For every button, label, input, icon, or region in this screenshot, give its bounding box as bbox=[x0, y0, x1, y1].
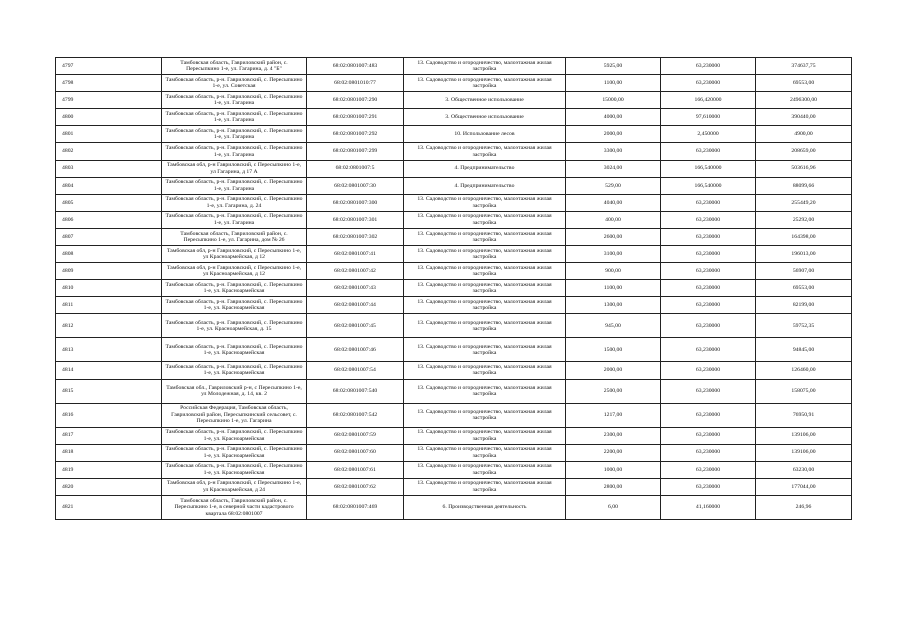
cadastral-number-cell: 68:02:0801007:540 bbox=[307, 379, 404, 403]
table-row bbox=[56, 362, 852, 379]
land-use-cell: 3. Общественное использование bbox=[404, 109, 566, 126]
address-cell: Тамбовская обл., Гавриловский р-н, с Пересыпкино 1-е, ул Молодежная, д. 14, кв. 2 bbox=[162, 379, 307, 403]
land-use-cell: 13. Садоводство и огородничество, малоэтажная жилая застройка bbox=[404, 297, 566, 314]
address-cell: Тамбовская область, р-н. Гавриловский, с. Пересыпкино 1-е, ул. Красноармейская bbox=[162, 427, 307, 444]
rate-cell: 63,230000 bbox=[661, 427, 756, 444]
value-cell: 255449,20 bbox=[756, 194, 852, 211]
area-cell: 1000,00 bbox=[566, 461, 661, 478]
area-cell: 1217,00 bbox=[566, 403, 661, 427]
value-cell: 2496300,00 bbox=[756, 92, 852, 109]
row-number: 4816 bbox=[56, 403, 162, 427]
value-cell: 4900,00 bbox=[756, 126, 852, 143]
cadastral-number-cell: 68:02:0801010:77 bbox=[307, 75, 404, 92]
area-cell: 6,00 bbox=[566, 495, 661, 519]
table-row bbox=[56, 92, 852, 109]
row-number: 4806 bbox=[56, 211, 162, 228]
table-row bbox=[56, 143, 852, 160]
value-cell: 139106,00 bbox=[756, 444, 852, 461]
table-row bbox=[56, 228, 852, 245]
cadastral-number-cell: 68:02:0801007:291 bbox=[307, 109, 404, 126]
land-use-cell: 13. Садоводство и огородничество, малоэтажная жилая застройка bbox=[404, 461, 566, 478]
address-cell: Тамбовская область, Гавриловский район, с. Пересыпкино 1-е, ул. Гагарина, дом № 26 bbox=[162, 228, 307, 245]
table-row bbox=[56, 314, 852, 338]
land-use-cell: 6. Производственная деятельность bbox=[404, 495, 566, 519]
rate-cell: 166,420000 bbox=[661, 92, 756, 109]
value-cell: 177044,00 bbox=[756, 478, 852, 495]
cadastral-number-cell: 68:02:0801007:59 bbox=[307, 427, 404, 444]
area-cell: 400,00 bbox=[566, 211, 661, 228]
table-row bbox=[56, 263, 852, 280]
area-cell: 2500,00 bbox=[566, 379, 661, 403]
rate-cell: 63,230000 bbox=[661, 143, 756, 160]
area-cell: 2300,00 bbox=[566, 427, 661, 444]
value-cell: 76950,91 bbox=[756, 403, 852, 427]
table-row bbox=[56, 280, 852, 297]
row-number: 4807 bbox=[56, 228, 162, 245]
area-cell: 529,00 bbox=[566, 177, 661, 194]
area-cell: 15000,00 bbox=[566, 92, 661, 109]
cadastral-number-cell: 68:02:0801007:54 bbox=[307, 362, 404, 379]
area-cell: 945,00 bbox=[566, 314, 661, 338]
value-cell: 82199,00 bbox=[756, 297, 852, 314]
rate-cell: 63,230000 bbox=[661, 211, 756, 228]
address-cell: Тамбовская область, р-н. Гавриловский, с. Пересыпкино 1-е, ул. Красноармейская bbox=[162, 444, 307, 461]
address-cell: Тамбовская обл, р-н Гавриловский, с Пересыпкино 1-е, ул Красноармейская, д 12 bbox=[162, 263, 307, 280]
value-cell: 164398,00 bbox=[756, 228, 852, 245]
value-cell: 374637,75 bbox=[756, 58, 852, 75]
area-cell: 1300,00 bbox=[566, 297, 661, 314]
cadastral-number-cell: 68:02:0801007:292 bbox=[307, 126, 404, 143]
area-cell: 4000,00 bbox=[566, 109, 661, 126]
rate-cell: 63,230000 bbox=[661, 297, 756, 314]
area-cell: 5925,00 bbox=[566, 58, 661, 75]
address-cell: Тамбовская область, р-н. Гавриловский, с. Пересыпкино 1-е, ул. Красноармейская bbox=[162, 280, 307, 297]
row-number: 4810 bbox=[56, 280, 162, 297]
row-number: 4799 bbox=[56, 92, 162, 109]
cadastral-number-cell: 68:02:0801007:300 bbox=[307, 194, 404, 211]
address-cell: Тамбовская область, р-н. Гавриловский, с. Пересыпкино 1-е, ул. Гагарина bbox=[162, 143, 307, 160]
table-row bbox=[56, 246, 852, 263]
land-use-cell: 4. Предпринимательство bbox=[404, 160, 566, 177]
table-row bbox=[56, 194, 852, 211]
value-cell: 246,96 bbox=[756, 495, 852, 519]
cadastral-number-cell: 68:02:0801007:483 bbox=[307, 58, 404, 75]
row-number: 4800 bbox=[56, 109, 162, 126]
row-number: 4805 bbox=[56, 194, 162, 211]
land-use-cell: 13. Садоводство и огородничество, малоэтажная жилая застройка bbox=[404, 75, 566, 92]
area-cell: 1500,00 bbox=[566, 338, 661, 362]
rate-cell: 63,230000 bbox=[661, 444, 756, 461]
table-row bbox=[56, 338, 852, 362]
cadastral-number-cell: 68:02:0801007:30 bbox=[307, 177, 404, 194]
land-use-cell: 4. Предпринимательство bbox=[404, 177, 566, 194]
value-cell: 94845,00 bbox=[756, 338, 852, 362]
value-cell: 196013,00 bbox=[756, 246, 852, 263]
row-number: 4802 bbox=[56, 143, 162, 160]
rate-cell: 166,540000 bbox=[661, 160, 756, 177]
rate-cell: 63,230000 bbox=[661, 280, 756, 297]
table-row bbox=[56, 379, 852, 403]
cadastral-number-cell: 68:02:0801007:5 bbox=[307, 160, 404, 177]
table-row bbox=[56, 126, 852, 143]
land-use-cell: 13. Садоводство и огородничество, малоэтажная жилая застройка bbox=[404, 246, 566, 263]
address-cell: Тамбовская обл, р-н Гавриловский, с Пересыпкино 1-е, ул Красноармейская, д 12 bbox=[162, 246, 307, 263]
table-row bbox=[56, 211, 852, 228]
row-number: 4812 bbox=[56, 314, 162, 338]
area-cell: 2200,00 bbox=[566, 444, 661, 461]
land-plots-table bbox=[55, 57, 852, 520]
row-number: 4818 bbox=[56, 444, 162, 461]
rate-cell: 63,230000 bbox=[661, 263, 756, 280]
row-number: 4815 bbox=[56, 379, 162, 403]
address-cell: Тамбовская область, Гавриловский район, с. Пересыпкино 1-е, в северной части кадастрового квартала 68:02:0801007 bbox=[162, 495, 307, 519]
area-cell: 3100,00 bbox=[566, 246, 661, 263]
land-use-cell: 13. Садоводство и огородничество, малоэтажная жилая застройка bbox=[404, 314, 566, 338]
land-use-cell: 13. Садоводство и огородничество, малоэтажная жилая застройка bbox=[404, 58, 566, 75]
row-number: 4820 bbox=[56, 478, 162, 495]
cadastral-number-cell: 68:02:0801007:60 bbox=[307, 444, 404, 461]
rate-cell: 63,230000 bbox=[661, 461, 756, 478]
address-cell: Тамбовская обл, р-н Гавриловский, с Пересыпкино 1-е, ул Гагарина, д 17 А bbox=[162, 160, 307, 177]
table-row bbox=[56, 160, 852, 177]
row-number: 4801 bbox=[56, 126, 162, 143]
address-cell: Тамбовская область, р-н. Гавриловский, с. Пересыпкино 1-е, ул. Красноармейская bbox=[162, 338, 307, 362]
address-cell: Тамбовская область, р-н. Гавриловский, с. Пересыпкино 1-е, ул. Гагарина bbox=[162, 126, 307, 143]
area-cell: 3024,00 bbox=[566, 160, 661, 177]
land-use-cell: 13. Садоводство и огородничество, малоэтажная жилая застройка bbox=[404, 478, 566, 495]
row-number: 4808 bbox=[56, 246, 162, 263]
value-cell: 69553,00 bbox=[756, 280, 852, 297]
land-use-cell: 13. Садоводство и огородничество, малоэтажная жилая застройка bbox=[404, 194, 566, 211]
address-cell: Тамбовская область, р-н. Гавриловский, с. Пересыпкино 1-е, ул. Советская bbox=[162, 75, 307, 92]
cadastral-number-cell: 68:02:0801007:469 bbox=[307, 495, 404, 519]
land-use-cell: 13. Садоводство и огородничество, малоэтажная жилая застройка bbox=[404, 228, 566, 245]
table-row bbox=[56, 495, 852, 519]
address-cell: Тамбовская область, р-н. Гавриловский, с. Пересыпкино 1-е, ул. Красноармейская bbox=[162, 461, 307, 478]
value-cell: 88099,66 bbox=[756, 177, 852, 194]
value-cell: 139106,00 bbox=[756, 427, 852, 444]
value-cell: 25292,00 bbox=[756, 211, 852, 228]
rate-cell: 63,230000 bbox=[661, 403, 756, 427]
cadastral-number-cell: 68:02:0801007:290 bbox=[307, 92, 404, 109]
value-cell: 69553,00 bbox=[756, 75, 852, 92]
rate-cell: 97,610000 bbox=[661, 109, 756, 126]
cadastral-number-cell: 68:02:0801007:301 bbox=[307, 211, 404, 228]
table-row bbox=[56, 58, 852, 75]
cadastral-number-cell: 68:02:0801007:299 bbox=[307, 143, 404, 160]
address-cell: Тамбовская область, р-н. Гавриловский, с. Пересыпкино 1-е, ул. Красноармейская bbox=[162, 362, 307, 379]
value-cell: 63230,00 bbox=[756, 461, 852, 478]
cadastral-number-cell: 68:02:0801007:46 bbox=[307, 338, 404, 362]
row-number: 4798 bbox=[56, 75, 162, 92]
rate-cell: 2,450000 bbox=[661, 126, 756, 143]
cadastral-number-cell: 68:02:0801007:42 bbox=[307, 263, 404, 280]
land-use-cell: 13. Садоводство и огородничество, малоэтажная жилая застройка bbox=[404, 379, 566, 403]
table-row bbox=[56, 444, 852, 461]
land-use-cell: 3. Общественное использование bbox=[404, 92, 566, 109]
value-cell: 126460,00 bbox=[756, 362, 852, 379]
land-use-cell: 13. Садоводство и огородничество, малоэтажная жилая застройка bbox=[404, 427, 566, 444]
value-cell: 503616,96 bbox=[756, 160, 852, 177]
row-number: 4809 bbox=[56, 263, 162, 280]
cadastral-number-cell: 68:02:0801007:61 bbox=[307, 461, 404, 478]
rate-cell: 63,230000 bbox=[661, 338, 756, 362]
land-use-cell: 13. Садоводство и огородничество, малоэтажная жилая застройка bbox=[404, 362, 566, 379]
value-cell: 390440,00 bbox=[756, 109, 852, 126]
table-row bbox=[56, 177, 852, 194]
value-cell: 59752,35 bbox=[756, 314, 852, 338]
document-page bbox=[55, 57, 851, 520]
area-cell: 2800,00 bbox=[566, 478, 661, 495]
rate-cell: 63,230000 bbox=[661, 75, 756, 92]
row-number: 4804 bbox=[56, 177, 162, 194]
land-use-cell: 13. Садоводство и огородничество, малоэтажная жилая застройка bbox=[404, 444, 566, 461]
row-number: 4811 bbox=[56, 297, 162, 314]
value-cell: 56907,00 bbox=[756, 263, 852, 280]
land-use-cell: 13. Садоводство и огородничество, малоэтажная жилая застройка bbox=[404, 263, 566, 280]
land-use-cell: 13. Садоводство и огородничество, малоэтажная жилая застройка bbox=[404, 143, 566, 160]
cadastral-number-cell: 68:02:0801007:43 bbox=[307, 280, 404, 297]
address-cell: Тамбовская область, р-н. Гавриловский, с. Пересыпкино 1-е, ул. Гагарина bbox=[162, 211, 307, 228]
row-number: 4797 bbox=[56, 58, 162, 75]
table-row bbox=[56, 297, 852, 314]
area-cell: 3300,00 bbox=[566, 143, 661, 160]
address-cell: Тамбовская область, р-н. Гавриловский, с. Пересыпкино 1-е, ул. Гагарина bbox=[162, 109, 307, 126]
row-number: 4819 bbox=[56, 461, 162, 478]
area-cell: 1100,00 bbox=[566, 280, 661, 297]
land-use-cell: 13. Садоводство и огородничество, малоэтажная жилая застройка bbox=[404, 280, 566, 297]
area-cell: 2000,00 bbox=[566, 362, 661, 379]
address-cell: Тамбовская обл, р-н Гавриловский, с Пересыпкино 1-е, ул Красноармейская, д 24 bbox=[162, 478, 307, 495]
rate-cell: 63,230000 bbox=[661, 362, 756, 379]
land-use-cell: 10. Использование лесов bbox=[404, 126, 566, 143]
rate-cell: 63,230000 bbox=[661, 194, 756, 211]
cadastral-number-cell: 68:02:0801007:44 bbox=[307, 297, 404, 314]
rate-cell: 166,540000 bbox=[661, 177, 756, 194]
cadastral-number-cell: 68:02:0801007:62 bbox=[307, 478, 404, 495]
area-cell: 1100,00 bbox=[566, 75, 661, 92]
land-use-cell: 13. Садоводство и огородничество, малоэтажная жилая застройка bbox=[404, 338, 566, 362]
row-number: 4821 bbox=[56, 495, 162, 519]
land-use-cell: 13. Садоводство и огородничество, малоэтажная жилая застройка bbox=[404, 211, 566, 228]
address-cell: Российская Федерация, Тамбовская область, Гавриловский район, Пересыпкинский сельсовет, с. Пересыпкино 1-е, ул. Гагарина bbox=[162, 403, 307, 427]
address-cell: Тамбовская область, р-н. Гавриловский, с. Пересыпкино 1-е, ул. Гагарина bbox=[162, 92, 307, 109]
address-cell: Тамбовская область, р-н. Гавриловский, с. Пересыпкино 1-е, ул. Красноармейская, д. 15 bbox=[162, 314, 307, 338]
table-row bbox=[56, 109, 852, 126]
table-row bbox=[56, 403, 852, 427]
area-cell: 900,00 bbox=[566, 263, 661, 280]
rate-cell: 63,230000 bbox=[661, 478, 756, 495]
table-row bbox=[56, 427, 852, 444]
row-number: 4813 bbox=[56, 338, 162, 362]
rate-cell: 63,230000 bbox=[661, 58, 756, 75]
area-cell: 4040,00 bbox=[566, 194, 661, 211]
cadastral-number-cell: 68:02:0801007:45 bbox=[307, 314, 404, 338]
table-row bbox=[56, 478, 852, 495]
address-cell: Тамбовская область, Гавриловский район, с. Пересыпкино 1-е, ул. Гагарина, д. 4 "Б" bbox=[162, 58, 307, 75]
address-cell: Тамбовская область, р-н. Гавриловский, с. Пересыпкино 1-е, ул. Гагарина, д. 24 bbox=[162, 194, 307, 211]
land-use-cell: 13. Садоводство и огородничество, малоэтажная жилая застройка bbox=[404, 403, 566, 427]
rate-cell: 63,230000 bbox=[661, 246, 756, 263]
area-cell: 2600,00 bbox=[566, 228, 661, 245]
rate-cell: 63,230000 bbox=[661, 314, 756, 338]
address-cell: Тамбовская область, р-н. Гавриловский, с. Пересыпкино 1-е, ул. Гагарина bbox=[162, 177, 307, 194]
address-cell: Тамбовская область, р-н. Гавриловский, с. Пересыпкино 1-е, ул. Красноармейская bbox=[162, 297, 307, 314]
cadastral-number-cell: 68:02:0801007:542 bbox=[307, 403, 404, 427]
value-cell: 158075,00 bbox=[756, 379, 852, 403]
row-number: 4814 bbox=[56, 362, 162, 379]
row-number: 4817 bbox=[56, 427, 162, 444]
cadastral-number-cell: 68:02:0801007:41 bbox=[307, 246, 404, 263]
area-cell: 2000,00 bbox=[566, 126, 661, 143]
rate-cell: 41,160000 bbox=[661, 495, 756, 519]
table-row bbox=[56, 461, 852, 478]
row-number: 4803 bbox=[56, 160, 162, 177]
rate-cell: 63,230000 bbox=[661, 228, 756, 245]
cadastral-number-cell: 68:02:0801007:302 bbox=[307, 228, 404, 245]
value-cell: 208659,00 bbox=[756, 143, 852, 160]
rate-cell: 63,230000 bbox=[661, 379, 756, 403]
table-row bbox=[56, 75, 852, 92]
